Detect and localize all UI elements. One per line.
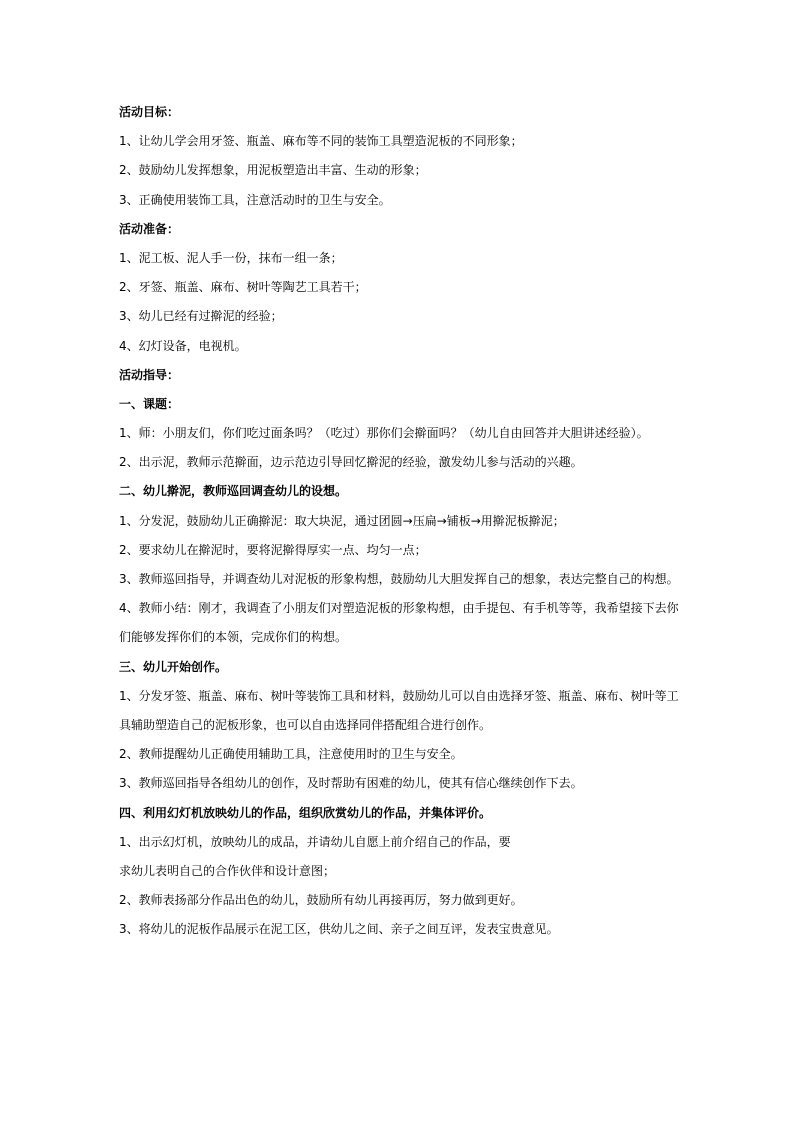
body-line: 4、幻灯设备，电视机。 — [119, 338, 247, 353]
section-heading: 三、幼儿开始创作。 — [119, 659, 228, 674]
body-line: 3、正确使用装饰工具，注意活动时的卫生与安全。 — [119, 192, 391, 207]
body-line: 4、教师小结：刚才，我调查了小朋友们对塑造泥板的形象构想，由手提包、有手机等等，我希望接下去你 — [119, 601, 679, 616]
body-line: 1、出示幻灯机，放映幼儿的成品，并请幼儿自愿上前介绍自己的作品，要 — [119, 834, 511, 849]
body-line: 2、出示泥，教师示范擀面，边示范边引导回忆擀泥的经验，激发幼儿参与活动的兴趣。 — [119, 455, 583, 470]
body-line: 2、教师提醒幼儿正确使用辅助工具，注意使用时的卫生与安全。 — [119, 747, 463, 762]
section-heading: 活动准备： — [119, 221, 180, 236]
section-heading: 活动指导： — [119, 367, 180, 382]
body-line: 1、泥工板、泥人手一份，抹布一组一条； — [119, 250, 343, 265]
section-heading: 活动目标： — [119, 105, 180, 119]
section-heading: 一、课题： — [119, 396, 180, 411]
body-line: 2、鼓励幼儿发挥想象，用泥板塑造出丰富、生动的形象； — [119, 163, 427, 178]
body-line: 1、师：小朋友们，你们吃过面条吗？（吃过）那你们会擀面吗？（幼儿自由回答并大胆讲述经验）。 — [119, 426, 649, 441]
body-line: 3、教师巡回指导，并调查幼儿对泥板的形象构想，鼓励幼儿大胆发挥自己的想象，表达完整自己的构想。 — [119, 572, 679, 586]
body-line: 1、分发牙签、瓶盖、麻布、树叶等装饰工具和材料，鼓励幼儿可以自由选择牙签、瓶盖、麻布、树叶等工 — [119, 688, 679, 703]
body-line: 们能够发挥你们的本领，完成你们的构想。 — [119, 630, 348, 645]
body-line: 3、幼儿已经有过擀泥的经验； — [119, 309, 283, 324]
body-line: 2、教师表扬部分作品出色的幼儿，鼓励所有幼儿再接再厉，努力做到更好。 — [119, 893, 523, 908]
body-line: 3、将幼儿的泥板作品展示在泥工区，供幼儿之间、亲子之间互评，发表宝贵意见。 — [119, 922, 559, 937]
body-line: 2、牙签、瓶盖、麻布、树叶等陶艺工具若干； — [119, 280, 367, 295]
section-heading: 四、利用幻灯机放映幼儿的作品，组织欣赏幼儿的作品，并集体评价。 — [119, 805, 492, 820]
body-line: 求幼儿表明自己的合作伙伴和设计意图； — [119, 863, 336, 878]
body-line: 具辅助塑造自己的泥板形象，也可以自由选择同伴搭配组合进行创作。 — [119, 717, 492, 732]
body-line: 1、分发泥，鼓励幼儿正确擀泥：取大块泥，通过团圆→压扁→铺板→用擀泥板擀泥； — [119, 513, 565, 528]
document-page — [119, 98, 689, 944]
body-line: 3、教师巡回指导各组幼儿的创作，及时帮助有困难的幼儿，使其有信心继续创作下去。 — [119, 776, 583, 791]
section-heading: 二、幼儿擀泥，教师巡回调查幼儿的设想。 — [119, 484, 348, 499]
body-line: 2、要求幼儿在擀泥时，要将泥擀得厚实一点、均匀一点； — [119, 542, 427, 557]
body-line: 1、让幼儿学会用牙签、瓶盖、麻布等不同的装饰工具塑造泥板的不同形象； — [119, 134, 523, 149]
